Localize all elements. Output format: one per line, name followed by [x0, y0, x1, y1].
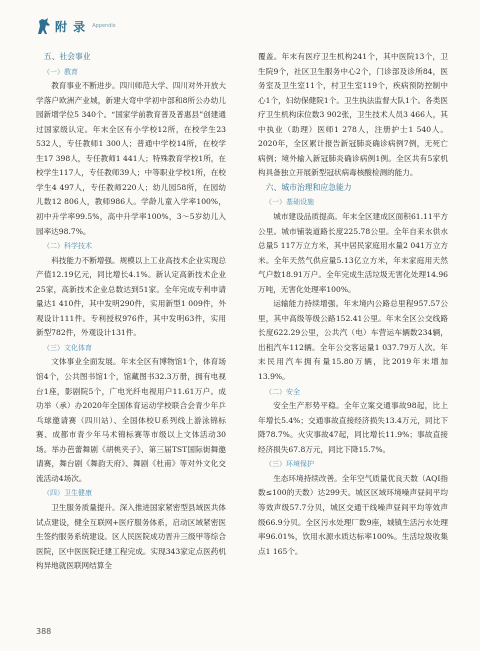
paragraph: 生态环境持续改善。全年空气质量优良天数（AQI指数≤100的天数）达299天。城区区域环境噪声昼间平均等效声级57.7分贝，城区交通干线噪声昼间平均等效声级66.9分贝。全区污水处理厂数9座，城镇生活污水处理率96.01%，饮用水源水质达标率100%。生活垃圾收集点1 165个。 — [258, 473, 448, 556]
paragraph: 安全生产形势平稳。全年立案交通事故98起，比上年增长5.4%；交通事故直接经济损失13.4万元，同比下降78.7%。火灾事故47起，同比增长11.9%；事故直接经济损失67.8万元，同比下降15.7%。 — [258, 401, 448, 454]
paragraph: 卫生服务质量提升。深入推进国家紧密型县域医共体试点建设，健全互联网+医疗服务体系，启动区域紧密医生签约服务系统建设。区人民医院成功晋升三级甲等综合医院，区中医医院迁建工程完成。实现343家定点医药机构异地就医联网结算全 — [36, 502, 226, 571]
subsection-heading: （二）安全 — [265, 387, 300, 396]
section-heading: 五、社会事业 — [43, 52, 91, 61]
page-header — [36, 16, 116, 36]
section-heading: 六、城市治理和应急能力 — [265, 182, 352, 192]
subsection-heading: （三）环境保护 — [265, 460, 314, 469]
horse-logo-icon — [36, 17, 52, 35]
section-subtitle: Appendix — [92, 23, 116, 29]
left-column — [36, 50, 226, 574]
paragraph: 文体事业全面发展。年末全区有博物馆1个，体育场馆4个，公共图书馆1个，馆藏图书32.3万册，拥有电视台1座，影剧院5个，广电光纤电视用户11.61万户。成功举（承）办2020年全国体育运动学校联合会青少年乒乓球邀请赛（四川站）、全国体校U系列线上游泳锦标赛、成都市青少年马术锦标赛等市级以上文体活动30场。举办芭蕾舞剧《胡桃夹子》、第三届TST国际街舞邀请赛，舞台剧《舞韵天府》、舞剧《杜甫》等对外文化交流活动4场次。 — [36, 357, 226, 483]
paragraph: 城市建设品质提高。年末全区建成区面积61.11平方公里。城市铺装道路长度225.78公里。全年自来水供水总量5 117万立方米，其中居民家庭用水量2 041万立方米。全年天然气供应量5.13亿立方米，年末家庭用天然气户数18.91万户。全年完成生活垃圾无害化处理14.96万吨，无害化处理率100%。 — [258, 212, 448, 294]
section-title: 附 录 — [55, 19, 87, 34]
subsection-heading: （四）卫生健康 — [43, 489, 92, 498]
subsection-heading: （三）文化体育 — [43, 343, 92, 352]
page-number: 388 — [36, 627, 52, 636]
right-column — [258, 50, 448, 559]
subsection-heading: （一）基础设施 — [265, 198, 314, 207]
paragraph: 科技能力不断增强。规模以上工业高技术企业实现总产值12.19亿元，同比增长4.1%。新认定高新技术企业25家，高新技术企业总数达到51家。全年完成专利申请量达1 410件，其中发明290件，实用新型1 009件，外观设计111件。专利授权976件，其中发明63件，实用新型782件，外观设计131件。 — [36, 255, 226, 338]
subsection-heading: （一）教育 — [43, 67, 78, 76]
paragraph: 运输能力持续增强。年末境内公路总里程957.57公里，其中高级等级公路152.41公里。年末全区公交线路长度622.29公里，公共汽（电）车营运车辆数234辆，出租汽车112辆。全年公交客运量1 037.79万人次。年末民用汽车拥有量15.80万辆，比2019年末增加13.9%。 — [258, 299, 448, 382]
paragraph: 教育事业不断进步。四川师范大学、四川对外开放大学落户欧洲产业城，新建大弯中学初中部和8所公办幼儿园新增学位5 340个。“国家学前教育普及普惠县”创建通过国家级认定。年末全区有小学校12所，在校学生23 532人，专任教师1 300人；普通中学校14所，在校学生17 398人，专任教师1 441人；特殊教育学校1所，在校学生117人，专任教师39人；中等职业学校1所，在校学生4 497人，专任教师220人；幼儿园58所，在园幼儿数12 806人，教师986人。学龄儿童入学率100%，初中升学率99.5%，高中升学率100%，3～5岁幼儿入园率达98.7%。 — [36, 81, 226, 236]
subsection-heading: （二）科学技术 — [43, 242, 92, 251]
paragraph: 覆盖。年末有医疗卫生机构241个，其中医院13个，卫生院9个，社区卫生服务中心2个，门诊部及诊所84，医务室及卫生室11个，村卫生室119个，疾病预防控制中心1个，妇幼保健院1个。卫生执法监督大队1个。各类医疗卫生机构床位数3 902张，卫生技术人员3 466人，其中执业（助理）医师1 278人，注册护士1 540人。2020年，全区累计报告新冠肺炎确诊病例7例，无死亡病例；境外输入新冠肺炎确诊病例1例。全区共有5家机构具备独立开展新型冠状病毒核酸检测的能力。 — [258, 52, 448, 178]
